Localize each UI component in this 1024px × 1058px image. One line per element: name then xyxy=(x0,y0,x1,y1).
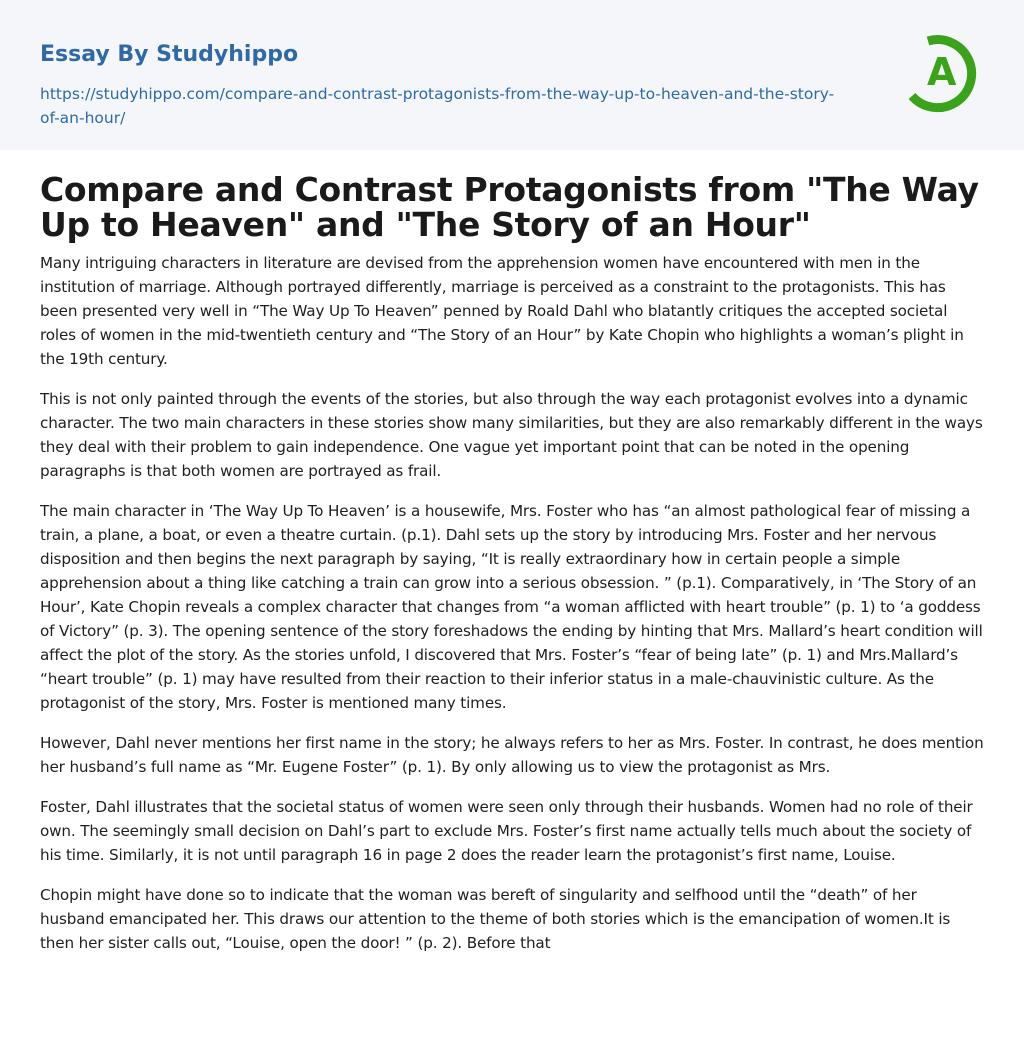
essay-paragraph: Many intriguing characters in literature are devised from the apprehension women have encountered with men in the institution of marriage. Although portrayed differently, marriage is perceived as a constraint to the protagonists. This has been presented very well in “The Way Up To Heaven” penned by Roald Dahl who blatantly critiques the accepted societal roles of women in the mid-twentieth century and “The Story of an Hour” by Kate Chopin who highlights a woman’s plight in the 19th century. xyxy=(40,254,964,368)
site-header xyxy=(0,0,1024,150)
source-url-link[interactable]: https://studyhippo.com/compare-and-contrast-protagonists-from-the-way-up-to-heaven-and-the-story-of-an-hour/ xyxy=(40,85,835,127)
logo-letter: A xyxy=(927,50,957,94)
essay-title: Compare and Contrast Protagonists from "The Way Up to Heaven" and "The Story of an Hour" xyxy=(40,170,979,244)
brand-title[interactable]: Essay By Studyhippo xyxy=(40,42,299,67)
essay-paragraph: Foster, Dahl illustrates that the societal status of women were seen only through their husbands. Women had no role of their own. The seemingly small decision on Dahl’s part to exclude Mrs. Foster’s first name actually tells much about the society of his time. Similarly, it is not until paragraph 16 in page 2 does the reader learn the protagonist’s first name, Louise. xyxy=(40,798,973,864)
essay-paragraph: This is not only painted through the events of the stories, but also through the way each protagonist evolves into a dynamic character. The two main characters in these stories show many similarities, but they are also remarkably different in the ways they deal with their problem to gain independence. One vague yet important point that can be noted in the opening paragraphs is that both women are portrayed as frail. xyxy=(40,390,983,480)
essay-article xyxy=(0,150,1024,955)
essay-paragraph: The main character in ‘The Way Up To Heaven’ is a housewife, Mrs. Foster who has “an almost pathological fear of missing a train, a plane, a boat, or even a theatre curtain. (p.1). Dahl sets up the story by introducing Mrs. Foster and her nervous disposition and then begins the next paragraph by saying, “It is really extraordinary how in certain people a simple apprehension about a thing like catching a train can grow into a serious obsession. ” (p.1). Comparatively, in ‘The Story of an Hour’, Kate Chopin reveals a complex character that changes from “a woman afflicted with heart trouble” (p. 1) to ‘a goddess of Victory” (p. 3). The opening sentence of the story foreshadows the ending by hinting that Mrs. Mallard’s heart condition will affect the plot of the story. As the stories unfold, I discovered that Mrs. Foster’s “fear of being late” (p. 1) and Mrs.Mallard’s “heart trouble” (p. 1) may have resulted from their reaction to their inferior status in a male-chauvinistic culture. As the protagonist of the story, Mrs. Foster is mentioned many times. xyxy=(40,502,983,712)
essay-paragraph: Chopin might have done so to indicate that the woman was bereft of singularity and selfhood until the “death” of her husband emancipated her. This draws our attention to the theme of both stories which is the emancipation of women.It is then her sister calls out, “Louise, open the door! ” (p. 2). Before that xyxy=(40,886,951,952)
studyhippo-logo-icon[interactable] xyxy=(900,29,986,115)
essay-paragraph: However, Dahl never mentions her first name in the story; he always refers to her as Mrs. Foster. In contrast, he does mention her husband’s full name as “Mr. Eugene Foster” (p. 1). By only allowing us to view the protagonist as Mrs. xyxy=(40,734,984,776)
